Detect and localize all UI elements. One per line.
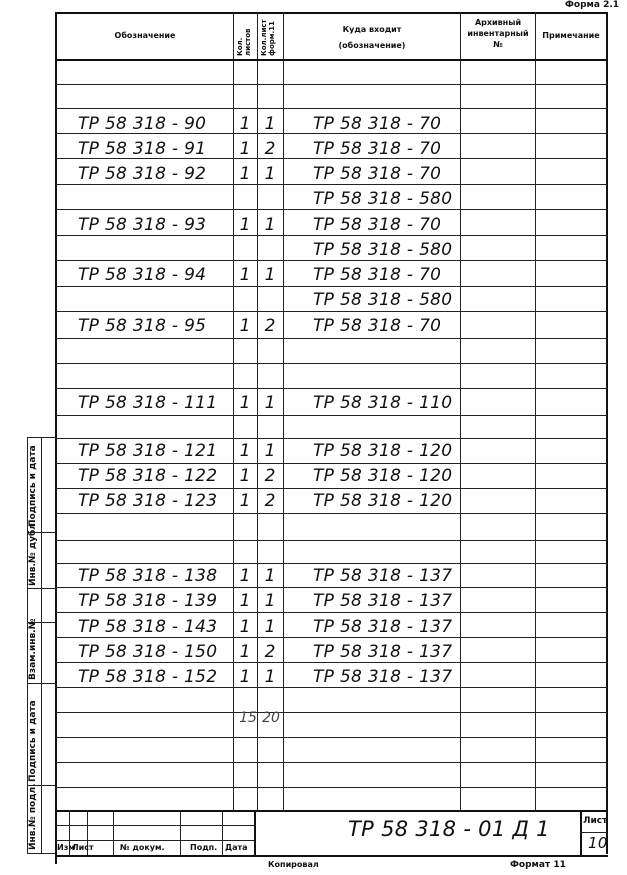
row-designation: ТР 58 318 - 92: [78, 164, 207, 184]
row-forms: 2: [264, 316, 276, 336]
sheet-number: 10: [588, 834, 608, 852]
row-included-in: ТР 58 318 - 120: [313, 466, 453, 486]
title-col-signature: Подп.: [190, 843, 218, 852]
row-forms: 2: [264, 139, 276, 159]
row-sheets: 1: [239, 316, 251, 336]
row-included-in: ТР 58 318 - 137: [313, 591, 453, 611]
row-forms: 1: [264, 114, 276, 134]
row-rule: [55, 612, 607, 613]
row-designation: ТР 58 318 - 123: [78, 491, 218, 511]
total-forms: 20: [262, 710, 280, 726]
row-included-in: ТР 58 318 - 120: [313, 491, 453, 511]
row-designation: ТР 58 318 - 93: [78, 215, 207, 235]
row-rule: [55, 286, 607, 287]
row-rule: [55, 260, 607, 261]
row-rule: [55, 662, 607, 663]
header-archive: Архивный инвентарный №: [467, 18, 529, 49]
row-sheets: 1: [239, 164, 251, 184]
row-rule: [55, 209, 607, 210]
row-designation: ТР 58 318 - 121: [78, 441, 218, 461]
row-forms: 1: [264, 667, 276, 687]
row-included-in: ТР 58 318 - 120: [313, 441, 453, 461]
frame-right: [606, 12, 608, 854]
row-rule: [55, 712, 607, 713]
row-rule: [55, 737, 607, 738]
row-forms: 1: [264, 393, 276, 413]
row-designation: ТР 58 318 - 90: [78, 114, 207, 134]
header-divider: [55, 59, 608, 61]
row-included-in: ТР 58 318 - 70: [313, 139, 442, 159]
row-rule: [55, 311, 607, 312]
row-rule: [55, 540, 607, 541]
row-included-in: ТР 58 318 - 137: [313, 617, 453, 637]
frame-bottom: [55, 855, 608, 857]
row-designation: ТР 58 318 - 143: [78, 617, 218, 637]
row-rule: [55, 637, 607, 638]
row-designation: ТР 58 318 - 150: [78, 642, 218, 662]
row-rule: [55, 338, 607, 339]
row-forms: 1: [264, 566, 276, 586]
header-sheets-count: Кол. листов: [236, 28, 252, 56]
row-rule: [55, 587, 607, 588]
row-rule: [55, 84, 607, 85]
row-rule: [55, 438, 607, 439]
row-included-in: ТР 58 318 - 70: [313, 114, 442, 134]
row-included-in: ТР 58 318 - 70: [313, 265, 442, 285]
row-designation: ТР 58 318 - 94: [78, 265, 207, 285]
row-included-in: ТР 58 318 - 580: [313, 290, 453, 310]
row-sheets: 1: [239, 139, 251, 159]
title-col-date: Дата: [225, 843, 248, 852]
row-sheets: 1: [239, 642, 251, 662]
row-rule: [55, 235, 607, 236]
frame-top: [55, 12, 608, 14]
row-designation: ТР 58 318 - 95: [78, 316, 207, 336]
row-rule: [55, 513, 607, 514]
row-forms: 1: [264, 265, 276, 285]
row-forms: 1: [264, 215, 276, 235]
row-designation: ТР 58 318 - 91: [78, 139, 207, 159]
row-rule: [55, 363, 607, 364]
row-included-in: ТР 58 318 - 137: [313, 667, 453, 687]
row-included-in: ТР 58 318 - 137: [313, 642, 453, 662]
row-designation: ТР 58 318 - 139: [78, 591, 218, 611]
row-rule: [55, 463, 607, 464]
header-note: Примечание: [542, 31, 600, 40]
row-included-in: ТР 58 318 - 70: [313, 164, 442, 184]
row-sheets: 1: [239, 265, 251, 285]
row-included-in: ТР 58 318 - 70: [313, 215, 442, 235]
row-sheets: 1: [239, 566, 251, 586]
row-included-in: ТР 58 318 - 137: [313, 566, 453, 586]
row-rule: [55, 108, 607, 109]
footer-copied: Копировал: [268, 860, 319, 869]
row-rule: [55, 563, 607, 564]
row-sheets: 1: [239, 667, 251, 687]
row-included-in: ТР 58 318 - 580: [313, 240, 453, 260]
row-rule: [55, 388, 607, 389]
header-designation: Обозначение: [114, 31, 176, 40]
row-sheets: 1: [239, 466, 251, 486]
title-block-top: [55, 810, 608, 812]
row-rule: [55, 488, 607, 489]
row-designation: ТР 58 318 - 138: [78, 566, 218, 586]
row-included-in: ТР 58 318 - 70: [313, 316, 442, 336]
side-label-replace-inv: Взам.инв.№: [28, 618, 38, 680]
row-sheets: 1: [239, 617, 251, 637]
side-label-dup-inv: Инв.№ дубл.: [28, 519, 38, 586]
form-label: Форма 2.1: [565, 0, 620, 10]
row-rule: [55, 787, 607, 788]
side-label-signature-date-1: Подпись и дата: [28, 445, 38, 527]
side-label-signature-date-2: Подпись и дата: [28, 700, 38, 782]
row-forms: 2: [264, 466, 276, 486]
row-forms: 2: [264, 491, 276, 511]
title-col-docno: № докум.: [120, 843, 165, 852]
row-sheets: 1: [239, 215, 251, 235]
row-forms: 2: [264, 642, 276, 662]
row-included-in: ТР 58 318 - 580: [313, 189, 453, 209]
row-sheets: 1: [239, 591, 251, 611]
row-sheets: 1: [239, 491, 251, 511]
row-designation: ТР 58 318 - 122: [78, 466, 218, 486]
total-sheets: 15: [239, 710, 257, 726]
title-col-sheet: Лист: [72, 843, 94, 852]
row-rule: [55, 687, 607, 688]
sheet-label: Лист: [583, 816, 608, 826]
row-forms: 1: [264, 617, 276, 637]
side-label-orig-inv: Инв.№ подл.: [28, 783, 38, 850]
row-rule: [55, 762, 607, 763]
row-sheets: 1: [239, 441, 251, 461]
header-included-in: Куда входит (обозначение): [338, 25, 406, 50]
document-code: ТР 58 318 - 01 Д 1: [348, 817, 550, 841]
row-forms: 1: [264, 164, 276, 184]
row-included-in: ТР 58 318 - 110: [313, 393, 453, 413]
row-forms: 1: [264, 441, 276, 461]
row-rule: [55, 184, 607, 185]
title-col-change: Изм: [57, 843, 75, 852]
footer-format: Формат 11: [510, 860, 566, 870]
row-designation: ТР 58 318 - 111: [78, 393, 218, 413]
row-rule: [55, 415, 607, 416]
row-forms: 1: [264, 591, 276, 611]
row-sheets: 1: [239, 393, 251, 413]
row-sheets: 1: [239, 114, 251, 134]
row-designation: ТР 58 318 - 152: [78, 667, 218, 687]
header-form-count: Кол.лист форм.11: [260, 19, 276, 56]
